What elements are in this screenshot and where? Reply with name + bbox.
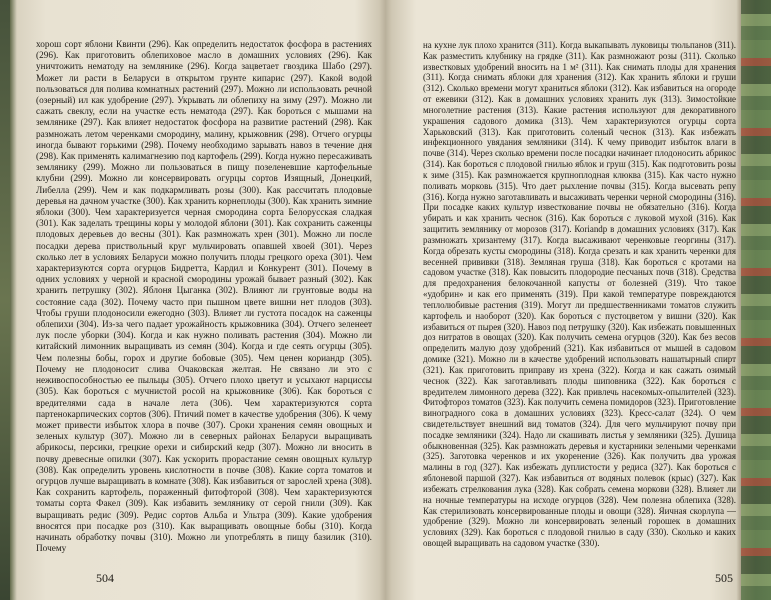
right-page-number: 505 bbox=[715, 571, 733, 585]
left-page-text bbox=[36, 40, 372, 555]
right-page-paragraph: на кухне лук плохо хранится (311). Когда выкапывать луковицы тюльпанов (311). Как разместить клубнику на грядке (311). Как размножают розы (311). Сколько известковых удобрений вносить на 1 м² (311). Как снимать плоды для хранения (311). Когда снимать яблоки для хранения (312). Как хранить яблоки и груши (312). Сколько времени могут храниться яблоки (312). Как избавиться на огороде от ежевики (312). Как в домашних условиях хранить лук (313). Зимостойкие многолетние растения (313). Какие растения используют для декоративного украшения садового домика (313). Чем характеризуются огурцы сорта Харьковский (313). Как приготовить соленый чеснок (313). Как избежать инфекционного увядания земляники (314). К чему приводит избыток влаги в почве (314). Через сколько времени после посадки начинает плодоносить абрикос (314). Как бороться с плодовой гнилью яблок и груш (315). Как подготовить розы к зиме (315). Как размножается крупноплодная клюква (315). Как часто нужно поливать морковь (315). Что дает рыхление почвы (315). Когда высевать репу (316). Когда нужно заготавливать и высаживать черенки черной смородины (316). При посадке каких культур известкование почвы не обязательно (316). Когда убирать и как хранить чеснок (316). Как бороться с луковой мухой (316). Как защитить землянику от морозов (317). Коriandр в домашних условиях (317). Как размножать хризантему (317). Когда высаживают черенковые георгины (317). Когда обрезать кусты смородины (318). Когда срезать и как хранить черенки для весенней прививки (318). Земляная груша (318). Как бороться с кротами на садовом участке (318). Как повысить плодородие песчаных почв (318). Средства для предохранения белокочанной капусты от болезней (319). Что такое «удобрин» и как его применять (319). При какой температуре повреждаются теплолюбивые растения (319). Могут ли предшественниками томатов служить картофель и наоборот (320). Как бороться с пустоцветом у вишни (320). Как избавиться от пырея (320). Навоз под петрушку (320). Как избежать повышенных доз нитратов в овощах (320). Как получить семена огурцов (320). Как без весов определить малую дозу удобрений (321). Как избавиться от мышей в садовом домике (321). Можно ли в качестве удобрений использовать нашатырный спирт (321). Как приготовить приправу из хрена (322). Когда и как сажать озимый чеснок (322). Как заготавливать плоды шиповника (322). Как бороться с вредителем лимонного дерева (322). Как привлечь насекомых-опылителей (323). Фитофтороз томатов (323). Как получить семена помидоров (323). Приготовление виноградного сока в домашних условиях (323). Кресс-салат (324). О чем свидетельствует внешний вид томатов (324). Для чего мульчируют почву при посадке земляники (324). Надо ли скашивать листья у земляники (325). Душица обыкновенная (325). Как размножать деревья и кустарники зелеными черенками (325). Заготовка черенков и их укоренение (326). Как получить два урожая малины в год (327). Как избежать дуплистости у редиса (327). Как бороться с яблоневой паршой (327). Как избавиться от водяных полевок (крыс) (327). Как избежать стрелкования лука (328). Как собрать семена моркови (328). Влияет ли на ночные температуры на исходе огурцов (328). Чем полезна облепиха (328). Как стерилизовать консервированные плоды и овощи (328). Яичная скорлупа — удобрение (329). Можно ли консервировать зеленый горошек в домашних условиях (329). Как бороться с плодовой гнилью в саду (330). Сколько и каких овощей выращивать на садовом участке (330). bbox=[423, 40, 736, 549]
book-cover-edge-left bbox=[0, 0, 10, 600]
left-page-paragraph: хорош сорт яблони Квинти (296). Как определить недостаток фосфора в растениях (296). Как приготовить облепиховое масло в домашних условиях (296). Как уничтожить нематоду на землянике (296). Когда зацветает гвоздика Шабо (297). Может ли расти в Беларуси в открытом грунте кипарис (297). Какой водой пользоваться для полива комнатных растений (297). Можно ли использовать речной (озерный) ил как удобрение (297). Укрывать ли облепиху на зиму (297). Можно ли сажать свеклу, если на участке есть нематода (297). Как бороться с мышами на землянике (297). Как влияет недостаток фосфора на развитие растений (298). Как размножать летом черенками смородину, малину, крыжовник (298). Отчего огурцы иногда бывают горькими (298). Почему необходимо зарывать навоз в течение дня (298). Как применять калимагнезию под картофель (299). Когда нужно пересаживать землянику (299). Можно ли пользоваться в пищу позеленевшие картофельные клубни (299). Можно ли консервировать огурцы сортов Изящный, Донецкий, Либелла (299). Чем и как подкармливать розы (300). Как рассчитать плодовые деревья на дачном участке (300). Как хранить корнеплоды (300). Как хранить зимние яблоки (300). Чем характеризуется черная смородина сорта Белорусская сладкая (301). Как заделать трещины коры у молодой яблони (301). Как сохранить саженцы плодовых деревьев до весны (301). Как размножать хрен (301). Можно ли после посадки дерева приствольный круг мульчировать опавшей хвоей (301). Через сколько лет в условиях Беларуси можно получить плоды грецкого ореха (301). Чем характеризуются сорта огурцов Бидретта, Кардил и Конкурент (301). Почему в одних условиях у черной и красной смородины урожай бывает разный (302). Как хранить петрушку (302). Яблоня Цыганка (302). Влияют ли грунтовые воды на состояние сада (302). Почему часто при пышном цвете вишни нет плодов (303). Чтобы груши плодоносили ежегодно (303). Влияет ли густота посадок на саженцы облепихи (304). Из-за чего падает урожайность крыжовника (304). Отчего зеленеет лук после уборки (304). Когда и как нужно поливать растения (304). Можно ли китайский лимонник выращивать из семян (304). Когда и где сеять огурцы (305). Чем полезны бобы, горох и другие бобовые (305). Чем ценен кориандр (305). Почему не плодоносит слива Очаковская желтая. Не связано ли это с неживоспособностью ее пыльцы (305). Отчего плохо цветут и усыхают нарциссы (305). Как бороться с мучнистой росой на крыжовнике (306). Как бороться с вредителями сада в начале лета (306). Чем характеризуются сорта партенокарпических сортов (306). Птичий помет в качестве удобрения (306). К чему может привести избыток хлора в почве (307). Сроки хранения семян овощных и зеленых культур (307). Можно ли в северных районах Беларуси выращивать абрикосы, персики, грецкие орехи и сибирский кедр (307). Можно ли вносить в почву древесные опилки (307). Как ускорить прорастание семян овощных культур (308). Как определить уровень кислотности в почве (308). Какие сорта томатов и огурцов лучше выращивать в комнате (308). Как избавиться от зарослей хрена (308). Как сохранить картофель, пораженный фитофторой (308). Чем характеризуются томаты сорта Факел (309). Как избавить землянику от серой гнили (309). Как выращивать редис (309). Редис сортов Альба и Ультра (309). Какие удобрения вносятся при посадке роз (310). Как выращивать овощные бобы (310). Когда начинать обработку почвы (310). Можно ли употреблять в пищу базилик (310). Почему bbox=[36, 40, 372, 555]
left-page-number: 504 bbox=[96, 571, 114, 585]
book-cover-edge-right bbox=[741, 0, 771, 600]
right-page-text bbox=[423, 40, 736, 549]
